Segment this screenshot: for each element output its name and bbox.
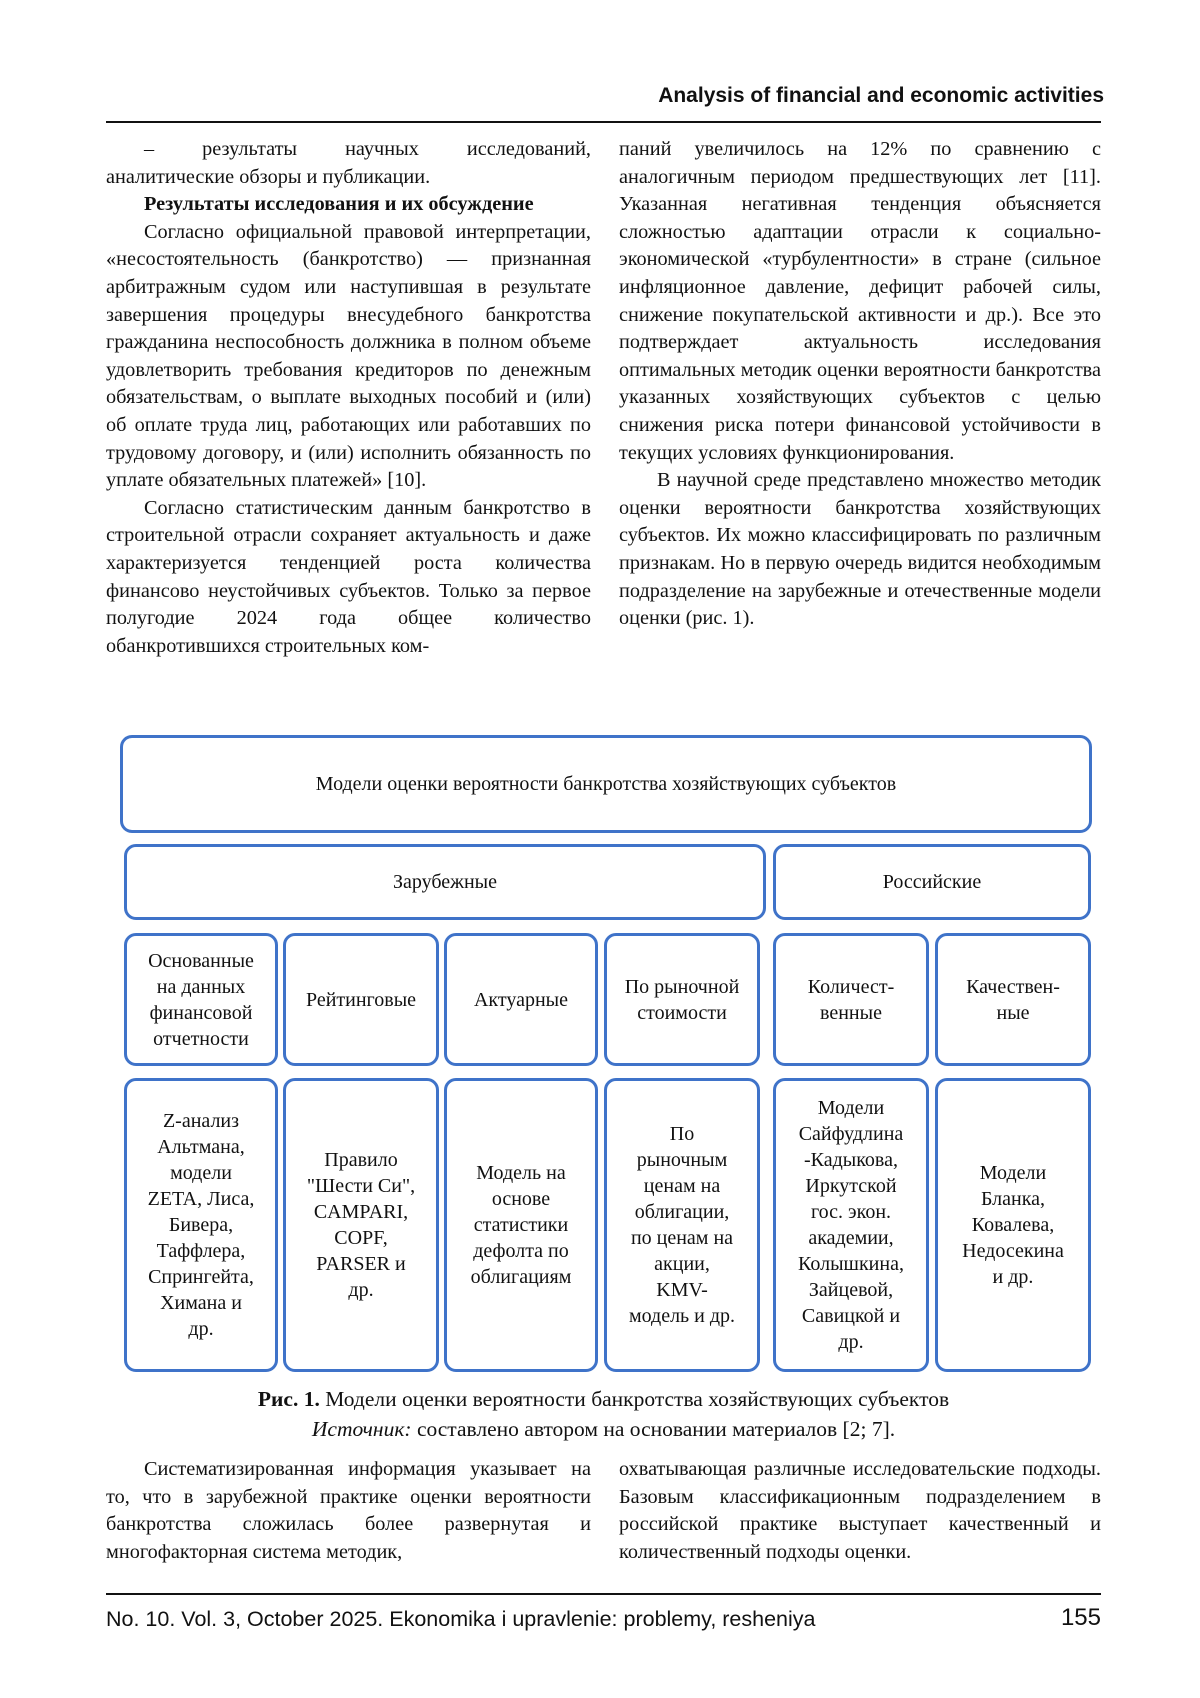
figure-title: Модели оценки вероятности банкротства хозяйствующих субъектов xyxy=(325,1387,950,1411)
figure-source-label: Источник: xyxy=(311,1417,412,1441)
page-number: 155 xyxy=(1060,1604,1101,1631)
text-column-bottom-right xyxy=(619,1456,1101,1566)
diagram-category-box: Рейтинговые xyxy=(283,933,439,1066)
figure-source-text: составлено автором на основании материалов [2; 7]. xyxy=(416,1417,896,1441)
diagram-example-box: По рыночным ценам на облигации, по ценам на акции, KMV- модель и др. xyxy=(604,1078,760,1372)
figure-label: Рис. 1. xyxy=(257,1387,320,1411)
list-item: – результаты научных исследований, аналитические обзоры и публикации. xyxy=(106,138,591,188)
diagram-category-box: Основанные на данных финансовой отчетности xyxy=(124,933,278,1066)
footer-rule xyxy=(106,1593,1101,1595)
diagram-example-box: Z-анализ Альтмана, модели ZETA, Лиса, Бивера, Таффлера, Спрингейта, Химана и др. xyxy=(124,1078,278,1372)
diagram-category-box: Количест- венные xyxy=(773,933,929,1066)
text-column-left xyxy=(106,136,591,660)
diagram-example-box: Модели Сайфудлина -Кадыкова, Иркутской гос. экон. академии, Колышкина, Зайцевой, Савицкой и др. xyxy=(773,1078,929,1372)
paragraph: Согласно официальной правовой интерпретации, «несостоятельность (банкротство) — признанная арбитражным судом или наступившая в результате завершения процедуры внесудебного банкротства гражданина неспособность должника в полном объеме удовлетворить требования кредиторов по денежным обязательствам, о выплате выходных пособий и (или) об оплате труда лиц, работающих или работавших по трудовому договору, и (или) исполнить обязанность по уплате обязательных платежей» [10]. xyxy=(106,220,591,492)
diagram-example-box: Модели Бланка, Ковалева, Недосекина и др. xyxy=(935,1078,1091,1372)
diagram-category-box: По рыночной стоимости xyxy=(604,933,760,1066)
figure-source xyxy=(106,1414,1101,1444)
diagram-group-russian: Российские xyxy=(773,844,1091,920)
paragraph: Систематизированная информация указывает на то, что в зарубежной практике оценки вероятности банкротства сложилась более развернутая и многофакторная система методик, xyxy=(106,1458,591,1563)
section-heading: Результаты исследования и их обсуждение xyxy=(144,193,534,216)
diagram-example-box: Модель на основе статистики дефолта по облигациям xyxy=(444,1078,598,1372)
paragraph: В научной среде представлено множество методик оценки вероятности банкротства хозяйствующих субъектов. Их можно классифицировать по различным признакам. Но в первую очередь видится необходимым подразделение на зарубежные и отечественные модели оценки (рис. 1). xyxy=(619,469,1101,630)
text-column-right xyxy=(619,136,1101,633)
text-column-bottom-left xyxy=(106,1456,591,1566)
diagram-example-box: Правило "Шести Си", CAMPARI, COPF, PARSER и др. xyxy=(283,1078,439,1372)
diagram-group-foreign: Зарубежные xyxy=(124,844,766,920)
paragraph: охватывающая различные исследовательские подходы. Базовым классификационным подразделением в российской практике выступает качественный и количественный подходы оценки. xyxy=(619,1458,1101,1563)
paragraph: Согласно статистическим данным банкротство в строительной отрасли сохраняет актуальность и даже характеризуется тенденцией роста количества финансово неустойчивых субъектов. Только за первое полугодие 2024 года общее количество обанкротившихся строительных ком- xyxy=(106,496,591,657)
diagram-root-box: Модели оценки вероятности банкротства хозяйствующих субъектов xyxy=(120,735,1092,833)
diagram-category-box: Актуарные xyxy=(444,933,598,1066)
header-rule xyxy=(106,121,1101,123)
journal-citation: No. 10. Vol. 3, October 2025. Ekonomika i upravlenie: problemy, resheniya xyxy=(106,1607,816,1631)
diagram-category-box: Качествен- ные xyxy=(935,933,1091,1066)
figure-caption xyxy=(106,1384,1101,1414)
paragraph: паний увеличилось на 12% по сравнению с аналогичным периодом предшествующих лет [11]. Указанная негативная тенденция объясняется сложностью адаптации отрасли к социально-экономической «турбулентности» в стране (сильное инфляционное давление, дефицит рабочей силы, снижение покупательской активности и др.). Все это подтверждает актуальность исследования оптимальных методик оценки вероятности банкротства указанных хозяйствующих субъектов с целью снижения риска потери финансовой устойчивости в текущих условиях функционирования. xyxy=(619,138,1101,464)
running-title: Analysis of financial and economic activities xyxy=(658,84,1104,107)
